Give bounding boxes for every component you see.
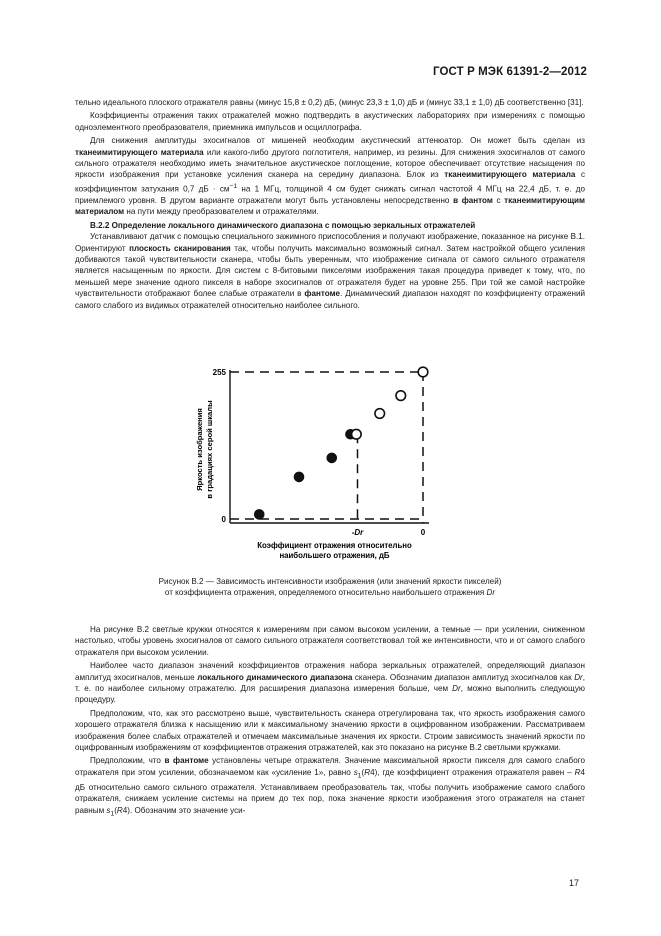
x-axis-label: наибольшего отражения, дБ [279, 551, 390, 560]
figure [75, 362, 585, 562]
scatter-chart [75, 362, 585, 562]
y-tick-label: 255 [212, 368, 226, 377]
paragraph: На рисунке В.2 светлые кружки относятся к измерениям при самом высоком усилении, а темные — при усилении, сниженном настолько, чтобы уровень эхосигналов от самого сильного отражателя соответствовал той же интенсивности, что и от самого слабого отражателя при высоком усилении. [75, 625, 585, 657]
caption-line-2: от коэффициента отражения, определяемого относительно наибольшего отражения Dr [164, 588, 496, 598]
figure-caption [75, 576, 585, 599]
paragraph: Коэффициенты отражения таких отражателей можно подтвердить в акустических лабораториях при измерениях с помощью одноэлементного преобразователя, приемника импульсов и осциллографа. [75, 111, 585, 132]
y-axis-label: Яркость изображенияв градациях серой шкалы [195, 400, 214, 499]
paragraph: Наиболее часто диапазон значений коэффициентов отражения набора зеркальных отражателей, определяющий диапазон амплитуд эхосигналов, меньше локального динамического диапазона сканера. Обозначим диапазон амплитуд эхосигналов как Dr, т. е. по наиболее сильному отражателю. Для расширения диапазона измерения больше, чем Dr, можно выполнить следующую процедуру. [75, 661, 585, 705]
x-tick-label: -Dr [351, 528, 364, 537]
document-header: ГОСТ Р МЭК 61391-2—2012 [433, 66, 587, 78]
top-text-block [75, 97, 585, 311]
section-heading: В.2.2 Определение локального динамического диапазона с помощью зеркальных отражателей [90, 220, 476, 230]
paragraph: Устанавливают датчик с помощью специального зажимного приспособления и получают изображение, показанное на рисунке В.1. Ориентируют плоскость сканирования так, чтобы получить максимально возможный сигнал. Затем настройкой общего усиления добиваются такой чувствительности сканера, чтобы быть уверенным, что изображение сигнала от самого сильного отражателя является насыщенным по яркости. Для систем с 8-битовыми пикселями изображения такая процедура приведет к тому, что, по меньшей мере значение одного пикселя в наборе эхосигналов от отражателя будет на уровне 255. При той же самой настройке чувствительности отображают более слабые отражатели в фантоме. Динамический диапазон находят по коэффициенту отражений самого слабого из видимых отражателей относительно наиболее сильного. [75, 232, 586, 310]
paragraph: Предположим, что, как это рассмотрено выше, чувствительность сканера отрегулирована так, что яркость изображения самого хорошего отражателя близка к насыщению или к максимальному значению яркости в оцифрованном изображении. Рассматриваем изображения более слабых отражателей и отмечаем максимальные значения их яркости. Строим зависимость значений яркости по оцифрованным изображениям от коэффициентов отражения отражателей, как это показано на рисунке В.2 светлыми кружками. [75, 708, 585, 753]
open-data-point [375, 409, 385, 419]
bottom-text-block [75, 624, 585, 820]
caption-line-1: Рисунок В.2 — Зависимость интенсивности изображения (или значений яркости пикселей) [158, 577, 502, 586]
open-data-point [352, 429, 362, 439]
open-data-point [396, 391, 406, 401]
paragraph: Для снижения амплитуды эхосигналов от мишеней необходим акустический аттенюатор. Он может быть сделан из тканеимитирующего материала или какого-либо другого поглотителя, например, из резины. Для снижения эхосигналов от самого сильного отражателя необходимо иметь значительное акустическое поглощение, которое обеспечивает отсутствие насыщения по яркости изображения при установке усиления сканера на середину диапазона. Блок из тканеимитирующего материала с коэффициентом затухания 0,7 дБ · $см^{-1}$ на 1 МГц, толщиной 4 см будет снижать сигнал частотой 4 МГц на 22,4 дБ, т. е. до приемлемого уровня. В другом варианте отражатели могут быть установлены непосредственно в фантом с тканеимитирующим материалом на пути между преобразователем и отражателями. [75, 136, 586, 217]
filled-data-point [254, 510, 264, 520]
page-number: 17 [568, 878, 579, 888]
filled-data-point [327, 453, 337, 463]
x-axis-label: Коэффициент отражения относительно [257, 541, 412, 550]
paragraph: тельно идеального плоского отражателя равны (минус 15,8 ± 0,2) дБ, (минус 23,3 ± 1,0) дБ и (минус 33,1 ± 1,0) дБ соответственно [31]. [75, 98, 584, 107]
y-tick-label: 0 [221, 515, 226, 524]
x-tick-label: 0 [420, 528, 426, 537]
paragraph: Предположим, что в фантоме установлены четыре отражателя. Значение максимальной яркости пикселя для самого слабого отражателя при этом усилении, обозначаемом как «усиление 1», равно $s_1(R4)$, где коэффициент отражения отражателя равен – R4 дБ относительно самого сильного отражателя. Устанавливаем преобразователь так, чтобы получить изображение самого слабого отражателя, снижаем усиление системы на прием до тех пор, пока значение яркости изображения этого отражателя на станет равным $s_1(R4)$. Обозначим это значение уси- [75, 756, 585, 818]
filled-data-point [294, 472, 304, 482]
open-data-point [418, 367, 428, 377]
